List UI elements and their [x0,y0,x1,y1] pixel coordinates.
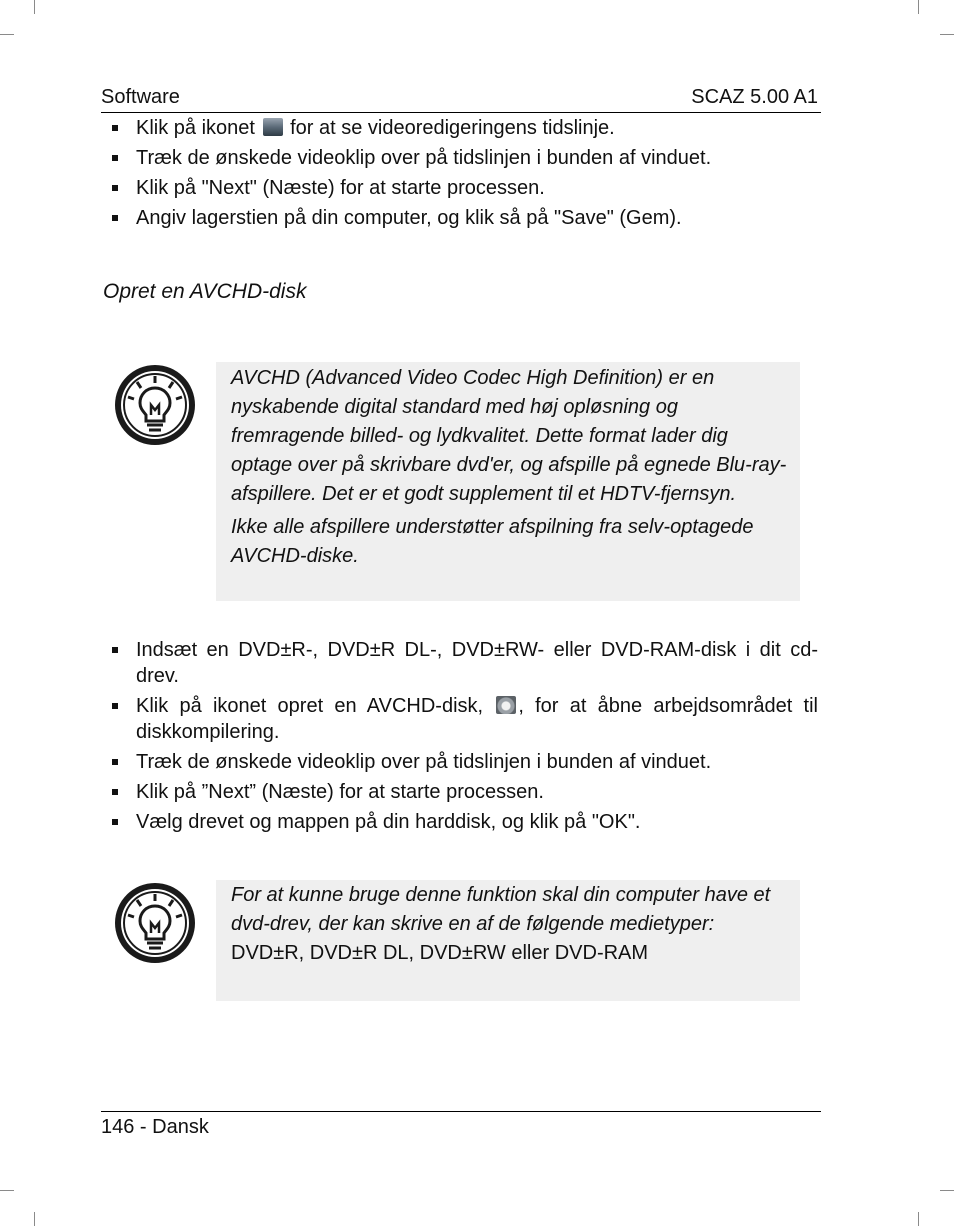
bullet-icon [112,647,118,653]
note-paragraph: Ikke alle afspillere understøtter afspilning fra selv-optagede AVCHD-diske. [231,516,754,567]
crop-mark [34,0,35,14]
crop-mark [940,34,954,35]
note-box [216,362,800,601]
header-model: SCAZ 5.00 A1 [691,86,818,108]
header-section: Software [101,86,180,108]
list-item: Angiv lagerstien på din computer, og klik så på "Save" (Gem). [108,205,818,231]
list-item: Indsæt en DVD±R-, DVD±R DL-, DVD±RW- eller DVD-RAM-disk i dit cd-drev. [108,637,818,689]
list-item: Klik på "Next" (Næste) for at starte processen. [108,175,818,201]
note-text [231,881,788,968]
bullet-icon [112,185,118,191]
crop-mark [918,1212,919,1226]
timeline-icon [263,118,283,136]
crop-mark [918,0,919,14]
bullet-icon [112,789,118,795]
note-paragraph: AVCHD (Advanced Video Codec High Definition) er en nyskabende digital standard med høj opløsning og fremragende billed- og lydkvalitet. Dette format lader dig optage over på skrivbare dvd'er, og afspille på egnede Blu-ray-afspillere. Det er et godt supplement til et HDTV-fjernsyn. [231,367,787,505]
list-item: Klik på ikonet for at se videoredigeringens tidslinje. [108,115,818,141]
note-paragraph: For at kunne bruge denne funktion skal din computer have et dvd-drev, der kan skrive en af de følgende medietyper: DVD±R, DVD±R DL, DVD±RW eller DVD-RAM [231,884,771,964]
list-item: Vælg drevet og mappen på din harddisk, og klik på "OK". [108,809,818,835]
page-footer [101,1111,821,1139]
lightbulb-icon [113,881,197,965]
lightbulb-icon [113,363,197,447]
bullet-icon [112,703,118,709]
page-number: 146 - Dansk [101,1116,209,1138]
steps-list-2 [108,637,818,839]
bullet-icon [112,155,118,161]
bullet-icon [112,819,118,825]
disk-icon [496,696,516,714]
crop-mark [34,1212,35,1226]
note-text [231,364,788,571]
list-item: Træk de ønskede videoklip over på tidslinjen i bunden af vinduet. [108,145,818,171]
crop-mark [0,34,14,35]
list-item: Klik på ikonet opret en AVCHD-disk, , for at åbne arbejdsområdet til diskkompilering. [108,693,818,745]
steps-list-1 [108,115,818,235]
note-box [216,880,800,1001]
crop-mark [0,1190,14,1191]
bullet-icon [112,215,118,221]
page-header [101,86,821,113]
crop-mark [940,1190,954,1191]
bullet-icon [112,125,118,131]
section-title: Opret en AVCHD-disk [103,280,307,303]
list-item: Klik på ”Next” (Næste) for at starte processen. [108,779,818,805]
bullet-icon [112,759,118,765]
list-item: Træk de ønskede videoklip over på tidslinjen i bunden af vinduet. [108,749,818,775]
